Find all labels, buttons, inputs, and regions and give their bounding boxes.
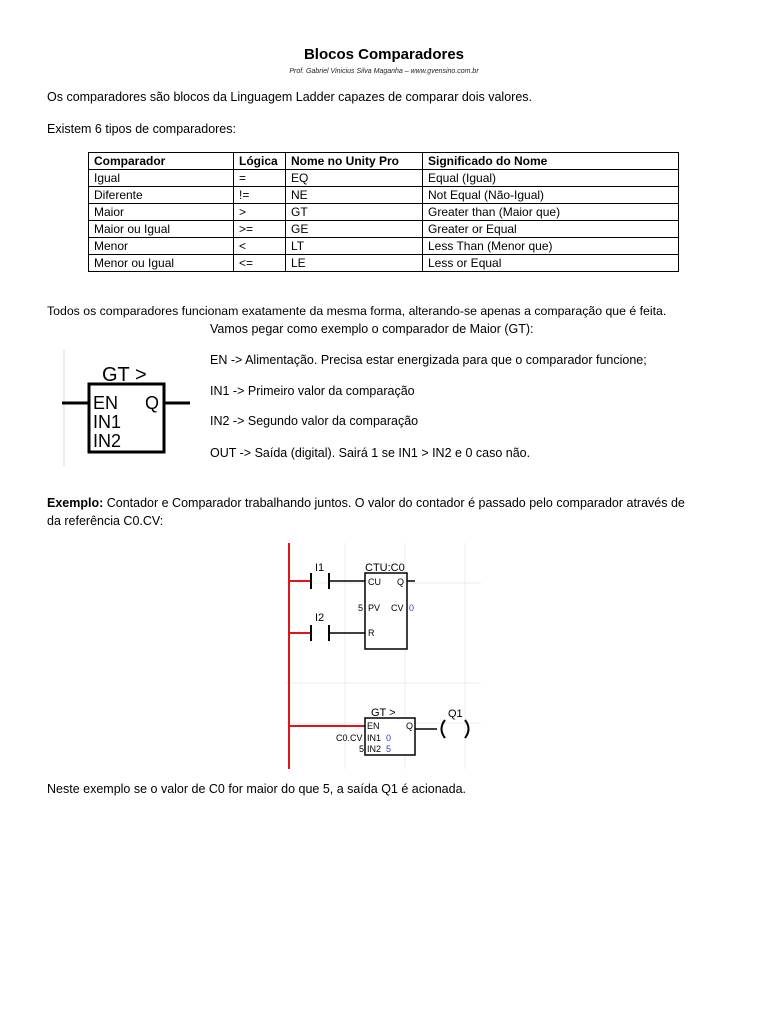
table-cell: >= xyxy=(234,221,286,238)
ctu-cv-value: 0 xyxy=(409,603,415,613)
table-cell: Greater than (Maior que) xyxy=(423,204,679,221)
table-cell: Maior xyxy=(89,204,234,221)
example-paragraph xyxy=(47,496,685,510)
table-row xyxy=(89,204,679,221)
example-text: Contador e Comparador trabalhando juntos. O valor do contador é passado pelo comparador através de xyxy=(103,496,685,510)
ladder-in1-ref: C0.CV xyxy=(336,733,363,743)
example-intro-paragraph: Vamos pegar como exemplo o comparador de Maior (GT): xyxy=(210,322,534,336)
example-label: Exemplo: xyxy=(47,496,104,510)
table-cell: = xyxy=(234,170,286,187)
gt-pin-q: Q xyxy=(145,393,160,413)
gt-block-title: GT > xyxy=(102,364,147,386)
page-title: Blocos Comparadores xyxy=(303,46,465,63)
example-paragraph-cont: da referência C0.CV: xyxy=(47,514,164,528)
table-row xyxy=(89,238,679,255)
table-cell: Greater or Equal xyxy=(423,221,679,238)
table-cell: EQ xyxy=(286,170,423,187)
comparators-table xyxy=(88,152,679,272)
ctu-pin-r: R xyxy=(368,628,375,638)
coil-q1-label: Q1 xyxy=(448,708,463,720)
table-cell: Less Than (Menor que) xyxy=(423,238,679,255)
desc-out: OUT -> Saída (digital). Sairá 1 se IN1 > IN2 e 0 caso não. xyxy=(210,446,531,460)
table-cell: Not Equal (Não-Igual) xyxy=(423,187,679,204)
table-header: Significado do Nome xyxy=(423,153,679,170)
gt-pin-en: EN xyxy=(93,393,119,413)
table-cell: NE xyxy=(286,187,423,204)
desc-in2: IN2 -> Segundo valor da comparação xyxy=(210,414,419,428)
ladder-in2-value: 5 xyxy=(386,744,392,754)
ladder-gt-pin-in1: IN1 xyxy=(367,733,382,743)
ctu-block-title: CTU:C0 xyxy=(365,562,405,574)
table-cell: LT xyxy=(286,238,423,255)
table-row xyxy=(89,170,679,187)
table-cell: GE xyxy=(286,221,423,238)
ctu-pin-cu: CU xyxy=(368,577,381,587)
contact-i2-label: I2 xyxy=(315,612,325,624)
table-cell: Menor xyxy=(89,238,234,255)
table-cell: <= xyxy=(234,255,286,272)
table-row xyxy=(89,255,679,272)
page-subtitle: Prof. Gabriel Vinicius Silva Maganha – www.gvensino.com.br xyxy=(289,68,479,75)
all-comparators-paragraph: Todos os comparadores funcionam exatamente da mesma forma, alterando-se apenas a comparação que é feita. xyxy=(47,304,667,318)
gt-pin-in1: IN1 xyxy=(93,412,122,432)
conclusion-paragraph: Neste exemplo se o valor de C0 for maior do que 5, a saída Q1 é acionada. xyxy=(47,782,466,796)
table-cell: GT xyxy=(286,204,423,221)
ladder-in2-const: 5 xyxy=(359,744,365,754)
table-header: Lógica xyxy=(234,153,286,170)
ladder-in1-value: 0 xyxy=(386,733,392,743)
ctu-pin-cv: CV xyxy=(391,603,404,613)
desc-in1: IN1 -> Primeiro valor da comparação xyxy=(210,384,415,398)
table-cell: Equal (Igual) xyxy=(423,170,679,187)
contact-i1-label: I1 xyxy=(315,562,325,574)
ladder-gt-pin-q: Q xyxy=(406,721,414,731)
ladder-gt-title: GT > xyxy=(371,707,396,719)
table-cell: Igual xyxy=(89,170,234,187)
table-cell: > xyxy=(234,204,286,221)
table-cell: LE xyxy=(286,255,423,272)
ladder-diagram xyxy=(285,543,481,769)
gt-block-figure xyxy=(62,350,190,466)
ctu-pin-q: Q xyxy=(397,577,405,587)
gt-pin-in2: IN2 xyxy=(93,431,122,451)
table-header: Nome no Unity Pro xyxy=(286,153,423,170)
ladder-gt-pin-in2: IN2 xyxy=(367,744,382,754)
types-paragraph: Existem 6 tipos de comparadores: xyxy=(47,122,236,136)
table-header-row xyxy=(89,153,679,170)
table-header: Comparador xyxy=(89,153,234,170)
table-cell: Maior ou Igual xyxy=(89,221,234,238)
ladder-gt-pin-en: EN xyxy=(367,721,380,731)
table-row xyxy=(89,187,679,204)
intro-paragraph: Os comparadores são blocos da Linguagem Ladder capazes de comparar dois valores. xyxy=(47,90,532,104)
ctu-pin-pv: PV xyxy=(368,603,381,613)
table-cell: Menor ou Igual xyxy=(89,255,234,272)
ctu-pv-value: 5 xyxy=(358,603,364,613)
table-cell: != xyxy=(234,187,286,204)
table-cell: < xyxy=(234,238,286,255)
table-cell: Diferente xyxy=(89,187,234,204)
desc-en: EN -> Alimentação. Precisa estar energizada para que o comparador funcione; xyxy=(210,353,647,367)
table-cell: Less or Equal xyxy=(423,255,679,272)
table-row xyxy=(89,221,679,238)
